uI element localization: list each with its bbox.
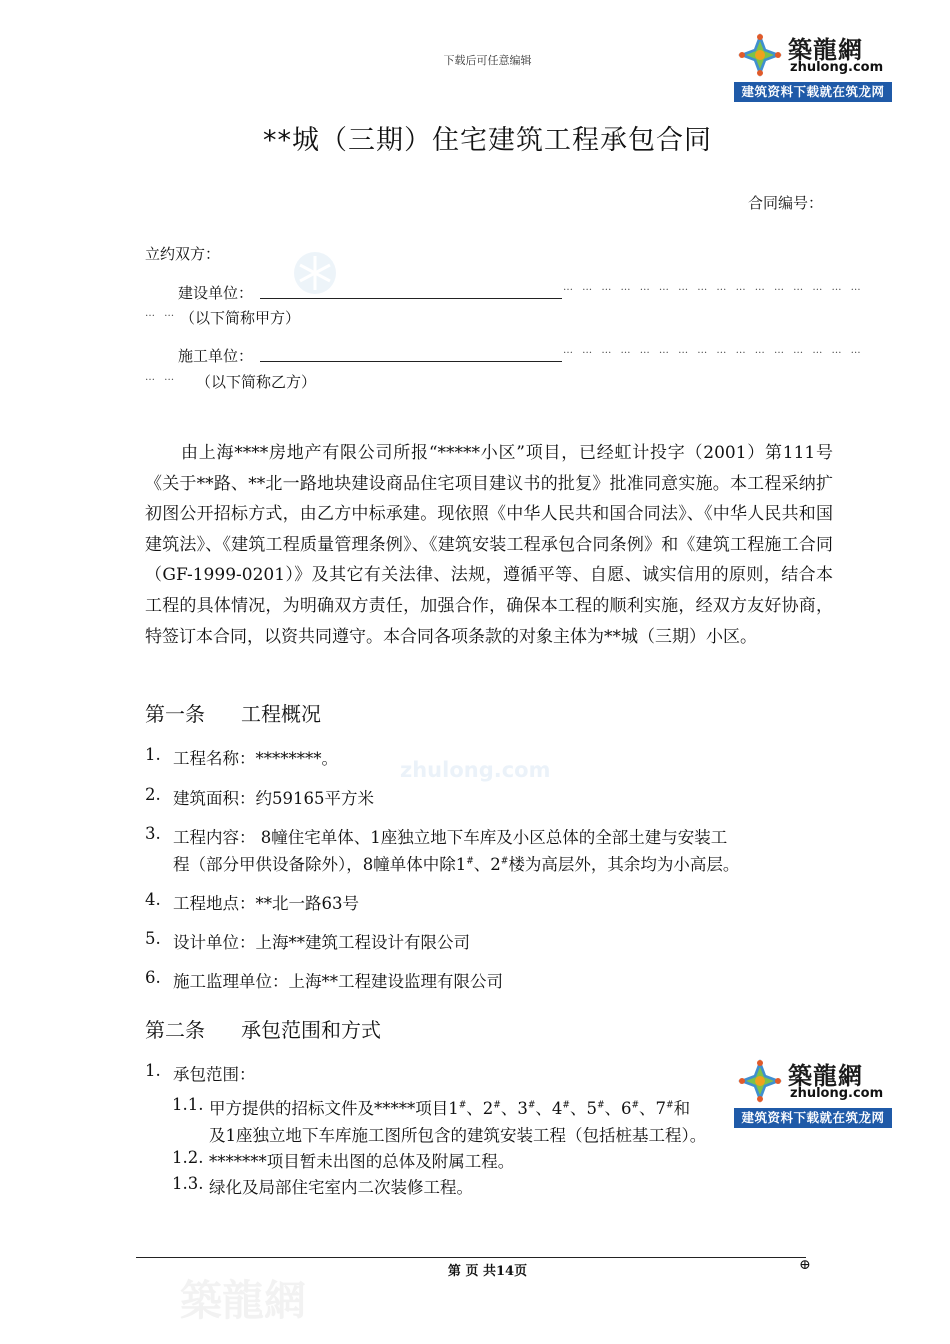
- logo-tagline: 建筑资料下载就在筑龙网: [734, 1108, 892, 1128]
- item-number: 3.: [145, 824, 161, 843]
- intro-paragraph: 由上海****房地产有限公司所报“*****小区”项目，已经虹计投字（2001）第111号《关于**路、**北一路地块建设商品住宅项目建议书的批复》批准同意实施。本工程采纳扩初图公开招标方式，由乙方中标承建。现依照《中华人民共和国合同法》、《中华人民共和国建筑法》、《建筑工程质量管理条例》、《建筑安装工程承包合同条例》和《建筑工程施工合同（GF-1999-0201）》及其它有关法律、法规，遵循平等、自愿、诚实信用的原则，结合本工程的具体情况，为明确双方责任，加强合作，确保本工程的顺利实施，经双方友好协商，特签订本合同，以资共同遵守。本合同各项条款的对象主体为**城（三期）小区。: [145, 443, 833, 647]
- superscript-mark: #: [500, 856, 509, 867]
- party-b-fill-line[interactable]: [260, 361, 562, 362]
- party-b-dots: … … … … … … … … … … … … … … … …: [563, 345, 864, 356]
- item-text: 程（部分甲供设备除外），8幢单体中除1: [173, 855, 467, 874]
- item-text: 、2: [473, 855, 501, 874]
- sub-item-number: 1.1.: [172, 1095, 204, 1114]
- sub-item: [172, 1174, 473, 1197]
- sub-item-number: 1.3.: [172, 1174, 204, 1193]
- party-a-dots-wrap: … …: [145, 308, 178, 319]
- watermark-zhulong: zhulong.com: [400, 758, 551, 782]
- logo-en-text: zhulong.com: [790, 1086, 884, 1101]
- section-2-title: 承包范围和方式: [241, 1018, 381, 1042]
- logo-cn-text: 築龍網: [788, 1061, 863, 1090]
- section-1-heading: [145, 698, 321, 727]
- sub-item-number: 1.2.: [172, 1148, 204, 1167]
- item-text: 承包范围：: [173, 1065, 256, 1084]
- sub-item: [172, 1148, 515, 1171]
- logo-en-text: zhulong.com: [790, 60, 884, 75]
- section-1-number: 第一条: [145, 702, 205, 726]
- item-number: 1.: [145, 1061, 161, 1080]
- section-2-heading: [145, 1014, 381, 1043]
- header-note: 下载后可任意编辑: [443, 54, 532, 67]
- sub-item-text: 甲方提供的招标文件及*****项目1#、2#、3#、4#、5#、6#、7#和: [209, 1099, 691, 1118]
- zhulong-logo-top[interactable]: [734, 28, 892, 104]
- item-number: 5.: [145, 929, 161, 948]
- footer-crosshair-icon: ⊕: [799, 1257, 811, 1273]
- party-a-fill-line[interactable]: [260, 298, 562, 299]
- logo-tagline: 建筑资料下载就在筑龙网: [734, 82, 892, 102]
- item-text: 楼为高层外，其余均为小高层。: [508, 855, 740, 874]
- item-text: 建筑面积：约59165平方米: [173, 789, 374, 808]
- page-number: 第 页 共14页: [447, 1264, 528, 1279]
- watermark-snowflake-icon: [292, 250, 338, 296]
- zhulong-snowflake-icon: [736, 1057, 784, 1105]
- item-text-line1: 工程内容： 8幢住宅单体、1座独立地下车库及小区总体的全部土建与安装工: [173, 828, 728, 847]
- logo-cn-text: 築龍網: [788, 35, 863, 64]
- footer-divider: [136, 1257, 806, 1258]
- sub-item-text: 绿化及局部住宅室内二次装修工程。: [209, 1178, 473, 1197]
- item-number: 6.: [145, 968, 161, 987]
- party-b-label: 施工单位：: [178, 347, 254, 365]
- watermark-bottom-logo: 築龍網: [180, 1276, 307, 1325]
- party-b-alias: （以下简称乙方）: [196, 373, 317, 391]
- sub-item: [172, 1095, 691, 1118]
- superscript-mark: #: [466, 856, 474, 867]
- sub-item-text: *******项目暂未出图的总体及附属工程。: [209, 1152, 515, 1171]
- party-a-dots: … … … … … … … … … … … … … … … …: [563, 282, 864, 293]
- document-title: **城（三期）住宅建筑工程承包合同: [263, 125, 712, 156]
- item-number: 4.: [145, 890, 161, 909]
- party-a-label: 建设单位：: [178, 284, 254, 302]
- list-item-continuation: [173, 851, 739, 875]
- sub-item-continuation: [209, 1122, 706, 1146]
- party-a-alias: （以下简称甲方）: [180, 309, 301, 327]
- section-1-title: 工程概况: [241, 702, 321, 726]
- parties-label: 立约双方：: [145, 245, 221, 263]
- item-number: 1.: [145, 745, 161, 764]
- section-2-number: 第二条: [145, 1018, 205, 1042]
- item-text: 施工监理单位：上海**工程建设监理有限公司: [173, 972, 503, 991]
- party-b-dots-wrap: … …: [145, 372, 178, 383]
- sub-item-text: 及1座独立地下车库施工图所包含的建筑安装工程（包括桩基工程）。: [209, 1126, 707, 1145]
- item-text: 设计单位：上海**建筑工程设计有限公司: [173, 933, 470, 952]
- zhulong-snowflake-icon: [736, 31, 784, 79]
- zhulong-logo-middle[interactable]: [734, 1054, 892, 1130]
- item-text: 工程地点：**北一路63号: [173, 894, 359, 913]
- item-number: 2.: [145, 785, 161, 804]
- item-text: 工程名称：********。: [173, 749, 338, 768]
- contract-number-label: 合同编号：: [748, 194, 824, 212]
